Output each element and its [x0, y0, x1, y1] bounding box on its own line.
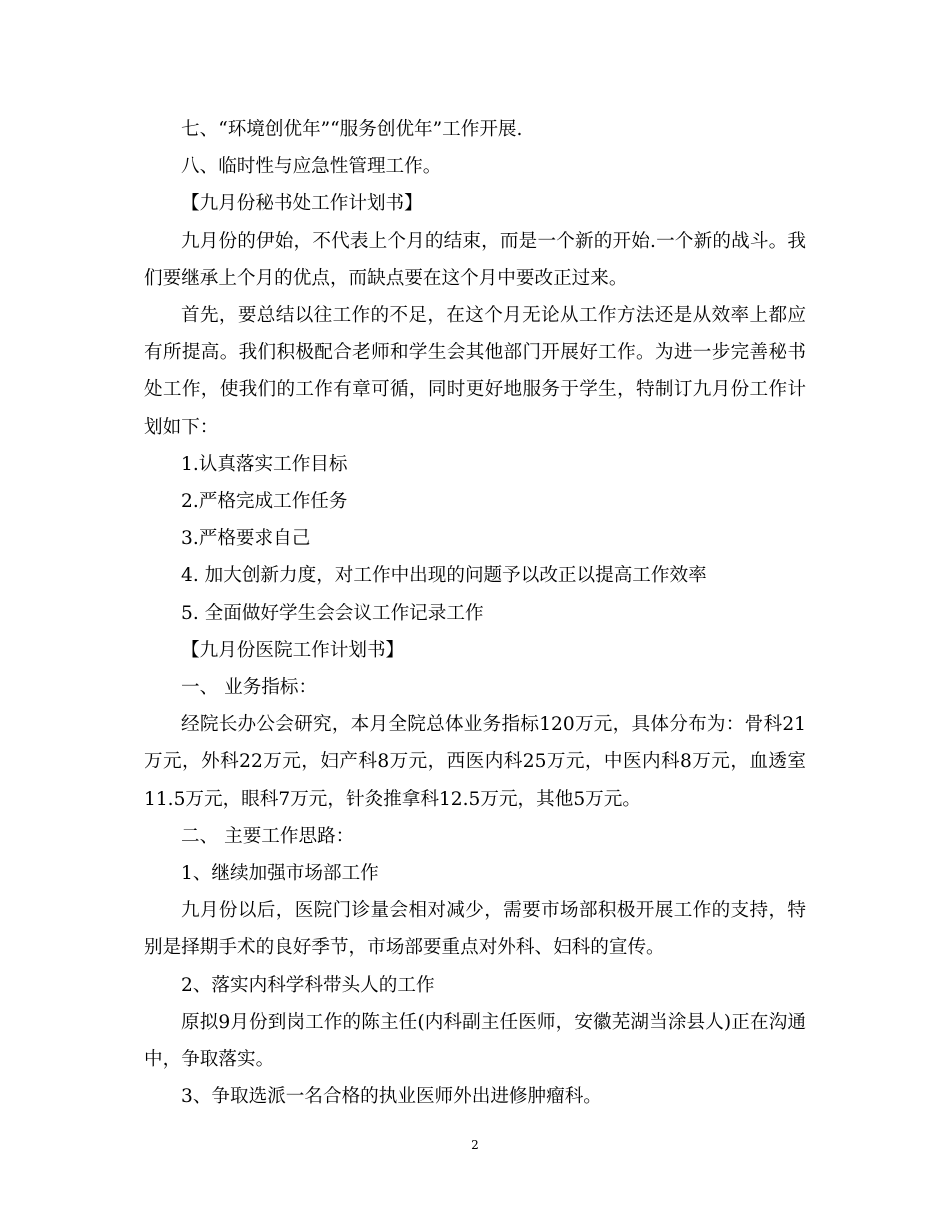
section-main-work-ideas: 二、 主要工作思路：: [181, 825, 355, 847]
list-item-5: 5. 全面做好学生会会议工作记录工作: [181, 602, 484, 624]
paragraph-business-targets: 经院长办公会研究，本月全院总体业务指标120万元，具体分布为：骨科21万元，外科22万元，妇产科8万元，西医内科25万元，中医内科8万元，血透室11.5万元，眼科7万元，针灸推拿科12.5万元，其他5万元。: [144, 714, 806, 810]
paragraph-market-department: 九月份以后，医院门诊量会相对减少，需要市场部积极开展工作的支持，特别是择期手术的良好季节，市场部要重点对外科、妇科的宣传。: [144, 900, 806, 959]
item-internal-medicine-lead: 2、落实内科学科带头人的工作: [181, 974, 435, 996]
list-item-3: 3.严格要求自己: [181, 528, 311, 550]
list-item-2: 2.严格完成工作任务: [181, 491, 348, 513]
list-item-4: 4. 加大创新力度，对工作中出现的问题予以改正以提高工作效率: [181, 565, 707, 587]
paragraph-director-chen: 原拟9月份到岗工作的陈主任(内科副主任医师，安徽芜湖当涂县人)正在沟通中，争取落实。: [144, 1011, 806, 1071]
paragraph-section-seven: 七、“环境创优年”“服务创优年”工作开展.: [181, 119, 523, 140]
paragraph-section-eight: 八、临时性与应急性管理工作。: [181, 156, 442, 178]
item-market-department: 1、继续加强市场部工作: [181, 863, 379, 885]
section-business-indicators: 一、 业务指标：: [181, 677, 318, 699]
page-number: 2: [471, 1138, 479, 1152]
paragraph-september-intro: 九月份的伊始，不代表上个月的结束，而是一个新的开始.一个新的战斗。我们要继承上个月的优点，而缺点要在这个月中要改正过来。: [144, 230, 806, 289]
paragraph-first-summary: 首先，要总结以往工作的不足，在这个月无论从工作方法还是从效率上都应有所提高。我们积极配合老师和学生会其他部门开展好工作。为进一步完善秘书处工作，使我们的工作有章可循，同时更好地服务于学生，特制订九月份工作计划如下：: [144, 305, 806, 438]
item-oncology-training: 3、争取选派一名合格的执业医师外出进修肿瘤科。: [181, 1086, 602, 1108]
heading-hospital-plan: 【九月份医院工作计划书】: [181, 639, 405, 661]
heading-secretariat-plan: 【九月份秘书处工作计划书】: [181, 193, 423, 215]
document-body: [144, 111, 806, 1115]
list-item-1: 1.认真落实工作目标: [181, 453, 348, 475]
